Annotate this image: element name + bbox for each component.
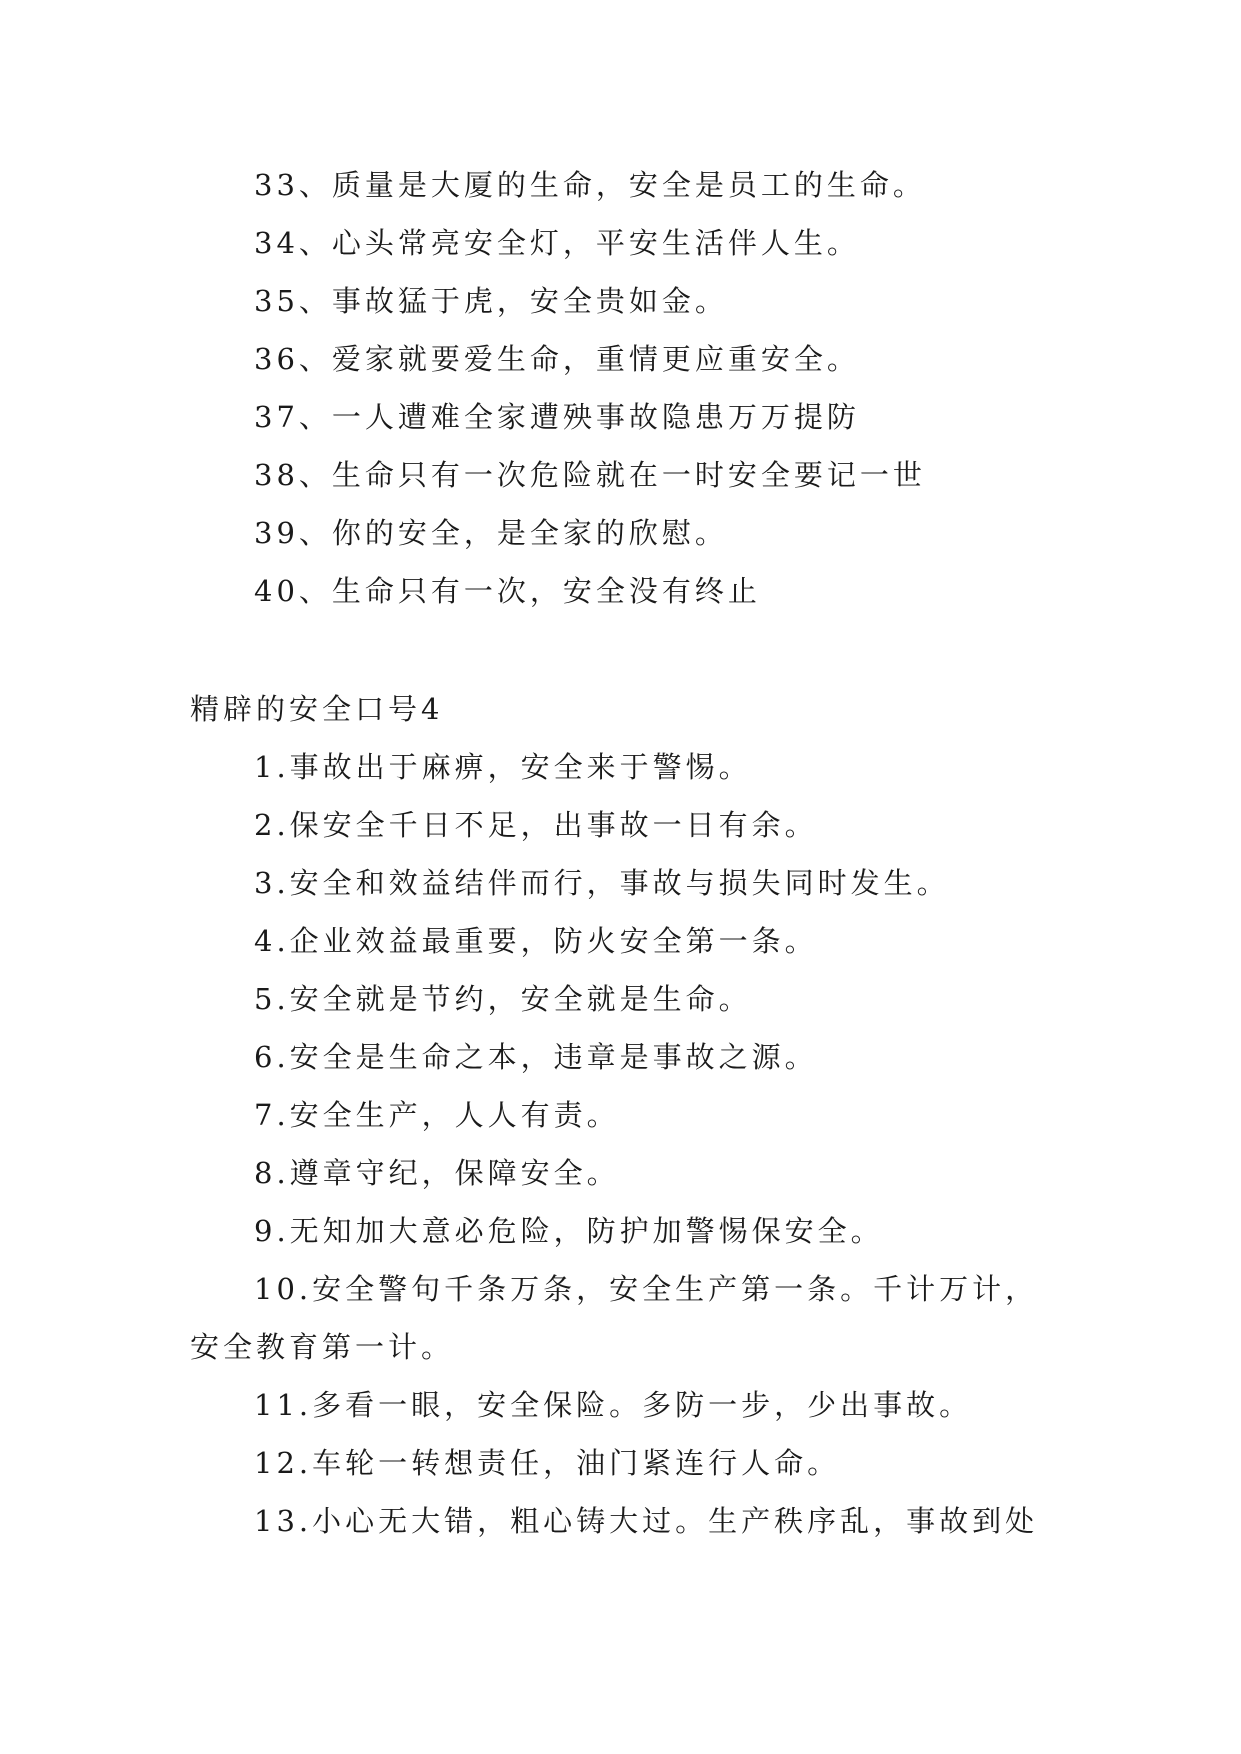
slogan-item-4: 4.企业效益最重要，防火安全第一条。	[254, 924, 818, 958]
slogan-line-38: 38、生命只有一次危险就在一时安全要记一世	[254, 458, 926, 492]
slogan-item-10: 10.安全警句千条万条，安全生产第一条。千计万计，	[254, 1272, 1039, 1306]
slogan-line-39: 39、你的安全，是全家的欣慰。	[254, 516, 728, 550]
section-title: 精辟的安全口号4	[190, 692, 444, 726]
slogan-item-8: 8.遵章守纪，保障安全。	[254, 1156, 620, 1190]
slogan-item-1: 1.事故出于麻痹，安全来于警惕。	[254, 750, 752, 784]
slogan-item-12: 12.车轮一转想责任，油门紧连行人命。	[254, 1446, 841, 1480]
slogan-item-11: 11.多看一眼，安全保险。多防一步，少出事故。	[254, 1388, 973, 1422]
slogan-line-40: 40、生命只有一次，安全没有终止	[254, 574, 761, 608]
slogan-line-34: 34、心头常亮安全灯，平安生活伴人生。	[254, 226, 860, 260]
slogan-item-5: 5.安全就是节约，安全就是生命。	[254, 982, 752, 1016]
slogan-line-37: 37、一人遭难全家遭殃事故隐患万万提防	[254, 400, 860, 434]
slogan-item-7: 7.安全生产，人人有责。	[254, 1098, 620, 1132]
slogan-item-2: 2.保安全千日不足，出事故一日有余。	[254, 808, 818, 842]
slogan-item-10-continued: 安全教育第一计。	[190, 1330, 455, 1364]
slogan-item-6: 6.安全是生命之本，违章是事故之源。	[254, 1040, 818, 1074]
slogan-item-3: 3.安全和效益结伴而行，事故与损失同时发生。	[254, 866, 950, 900]
slogan-line-33: 33、质量是大厦的生命，安全是员工的生命。	[254, 168, 926, 202]
slogan-item-9: 9.无知加大意必危险，防护加警惕保安全。	[254, 1214, 884, 1248]
slogan-line-35: 35、事故猛于虎，安全贵如金。	[254, 284, 728, 318]
slogan-line-36: 36、爱家就要爱生命，重情更应重安全。	[254, 342, 860, 376]
slogan-item-13: 13.小心无大错，粗心铸大过。生产秩序乱，事故到处	[254, 1504, 1039, 1538]
